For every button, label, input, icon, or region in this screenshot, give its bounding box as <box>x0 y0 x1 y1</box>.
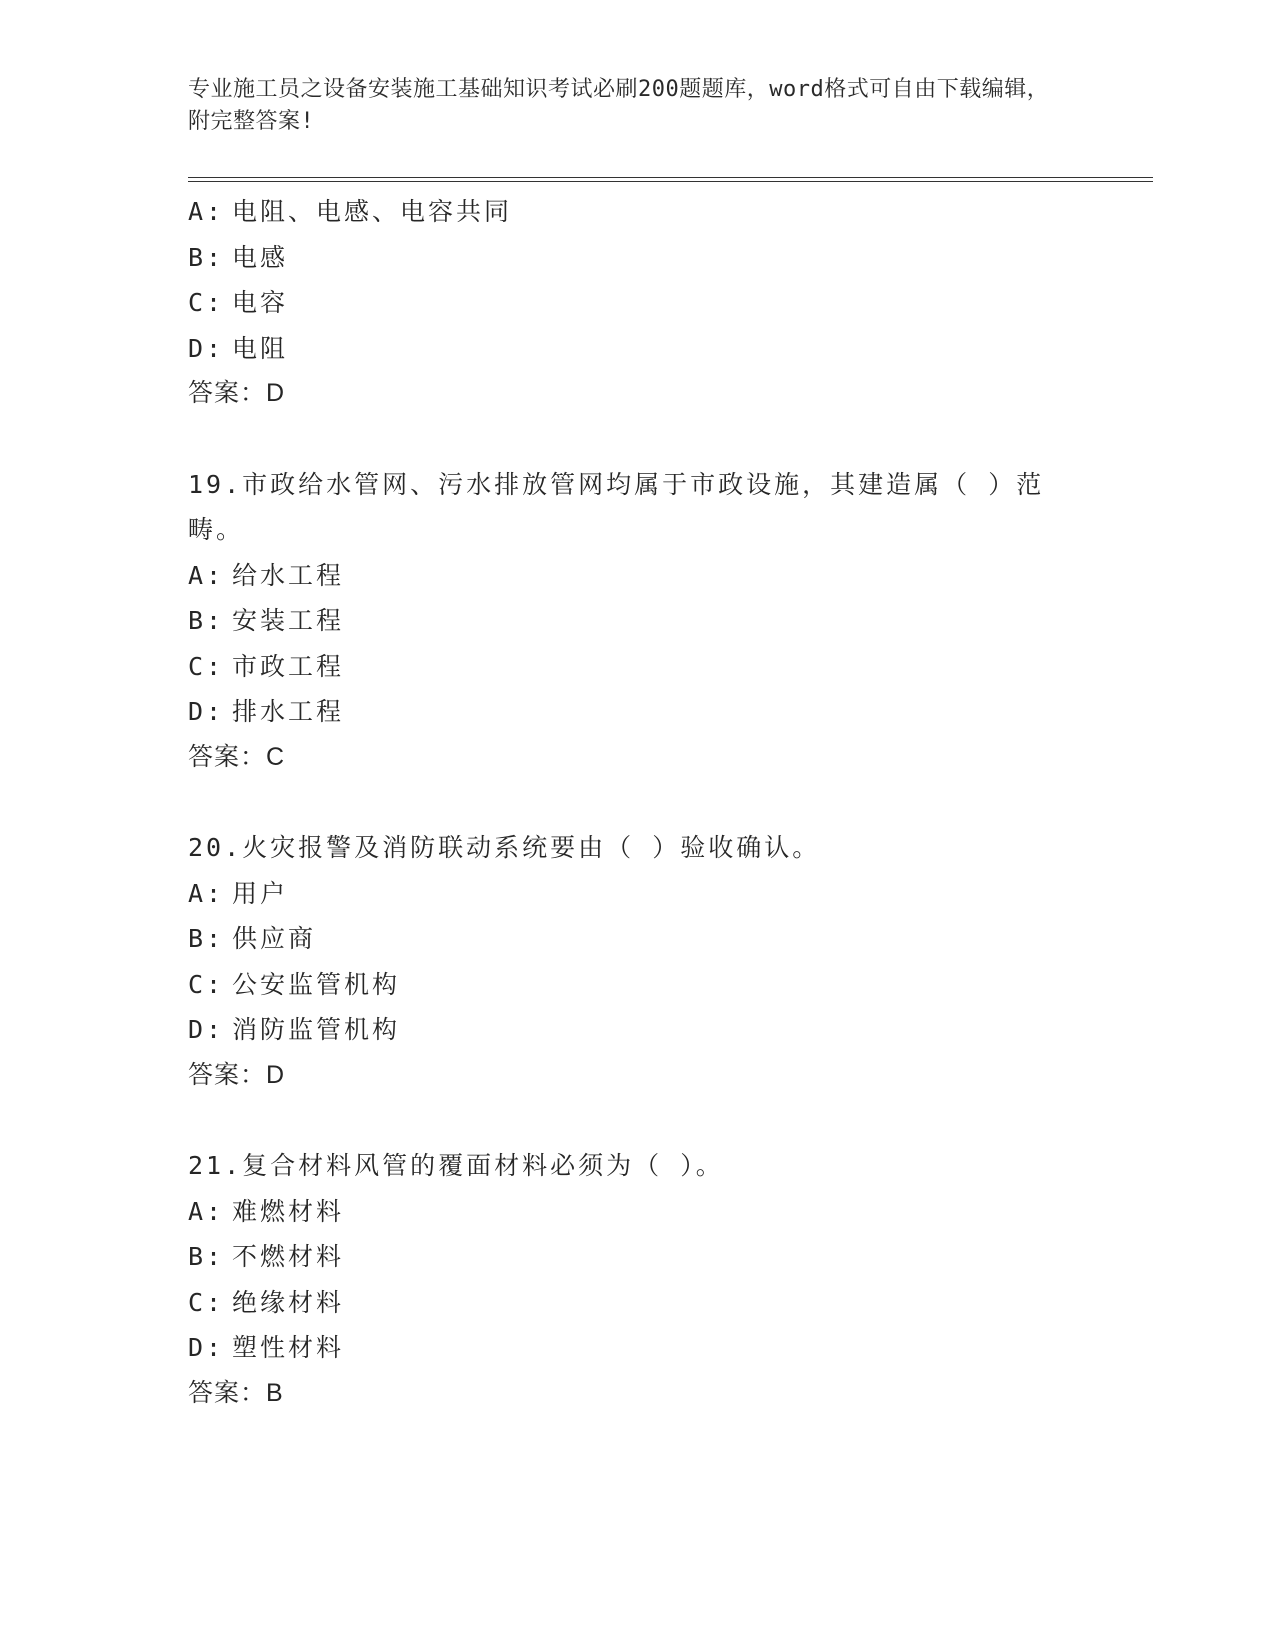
option-line <box>188 598 1153 644</box>
question-block <box>188 462 1153 781</box>
option-letter: B: <box>188 1242 225 1271</box>
question-stem: 21.复合材料风管的覆面材料必须为（ ）。 <box>188 1151 724 1180</box>
question-block <box>188 189 1153 417</box>
option-text: 排水工程 <box>232 697 345 726</box>
option-text: 不燃材料 <box>232 1242 345 1271</box>
option-letter: A: <box>188 560 225 590</box>
option-letter: C: <box>188 651 225 681</box>
option-line <box>188 326 1153 372</box>
option-line <box>188 1234 1153 1280</box>
option-text: 电容 <box>232 288 289 317</box>
option-letter: A: <box>188 1196 225 1226</box>
option-letter: B: <box>188 924 225 953</box>
spacer <box>188 1098 1153 1143</box>
option-line <box>188 1007 1153 1053</box>
option-letter: C: <box>188 1287 225 1317</box>
option-text: 电阻 <box>232 333 289 363</box>
option-letter: A: <box>188 197 225 226</box>
question-block <box>188 1143 1153 1416</box>
header-divider <box>188 177 1153 182</box>
option-line <box>188 871 1153 917</box>
option-letter: D: <box>188 1333 225 1362</box>
option-text: 难燃材料 <box>232 1196 345 1226</box>
option-text: 塑性材料 <box>232 1333 345 1362</box>
option-line <box>188 916 1153 962</box>
option-line <box>188 235 1153 281</box>
option-text: 市政工程 <box>232 651 345 681</box>
option-text: 安装工程 <box>232 606 345 635</box>
option-text: 电感 <box>232 242 289 272</box>
option-line <box>188 644 1153 690</box>
option-letter: A: <box>188 878 225 908</box>
option-letter: B: <box>188 606 225 635</box>
spacer <box>188 417 1153 462</box>
option-letter: C: <box>188 969 225 999</box>
question-stem: 19.市政给水管网、污水排放管网均属于市政设施，其建造属（ ）范畴。 <box>188 469 1045 544</box>
question-stem: 20.火灾报警及消防联动系统要由（ ）验收确认。 <box>188 833 821 862</box>
option-line <box>188 553 1153 599</box>
option-text: 消防监管机构 <box>232 1015 401 1044</box>
option-letter: B: <box>188 242 225 272</box>
option-letter: D: <box>188 697 225 726</box>
answer-line: 答案：B <box>188 1378 284 1407</box>
option-line <box>188 1325 1153 1371</box>
option-text: 电阻、电感、电容共同 <box>232 197 513 226</box>
option-letter: D: <box>188 1015 225 1044</box>
option-line <box>188 962 1153 1008</box>
option-text: 给水工程 <box>232 560 345 590</box>
option-line <box>188 189 1153 235</box>
spacer <box>188 780 1153 825</box>
option-text: 绝缘材料 <box>232 1287 345 1317</box>
question-block <box>188 825 1153 1098</box>
option-text: 公安监管机构 <box>232 969 401 999</box>
answer-line: 答案：D <box>188 1060 286 1089</box>
option-line <box>188 280 1153 326</box>
question-list <box>188 189 1153 1416</box>
answer-line: 答案：C <box>188 742 286 771</box>
option-line <box>188 1280 1153 1326</box>
option-text: 供应商 <box>232 924 317 953</box>
option-letter: D: <box>188 333 225 363</box>
option-line <box>188 1189 1153 1235</box>
option-line <box>188 689 1153 735</box>
answer-line: 答案：D <box>188 379 286 407</box>
document-header: 专业施工员之设备安装施工基础知识考试必刷200题题库，word格式可自由下载编辑，附完整答案! <box>188 77 1050 134</box>
option-text: 用户 <box>232 878 289 908</box>
option-letter: C: <box>188 288 225 317</box>
